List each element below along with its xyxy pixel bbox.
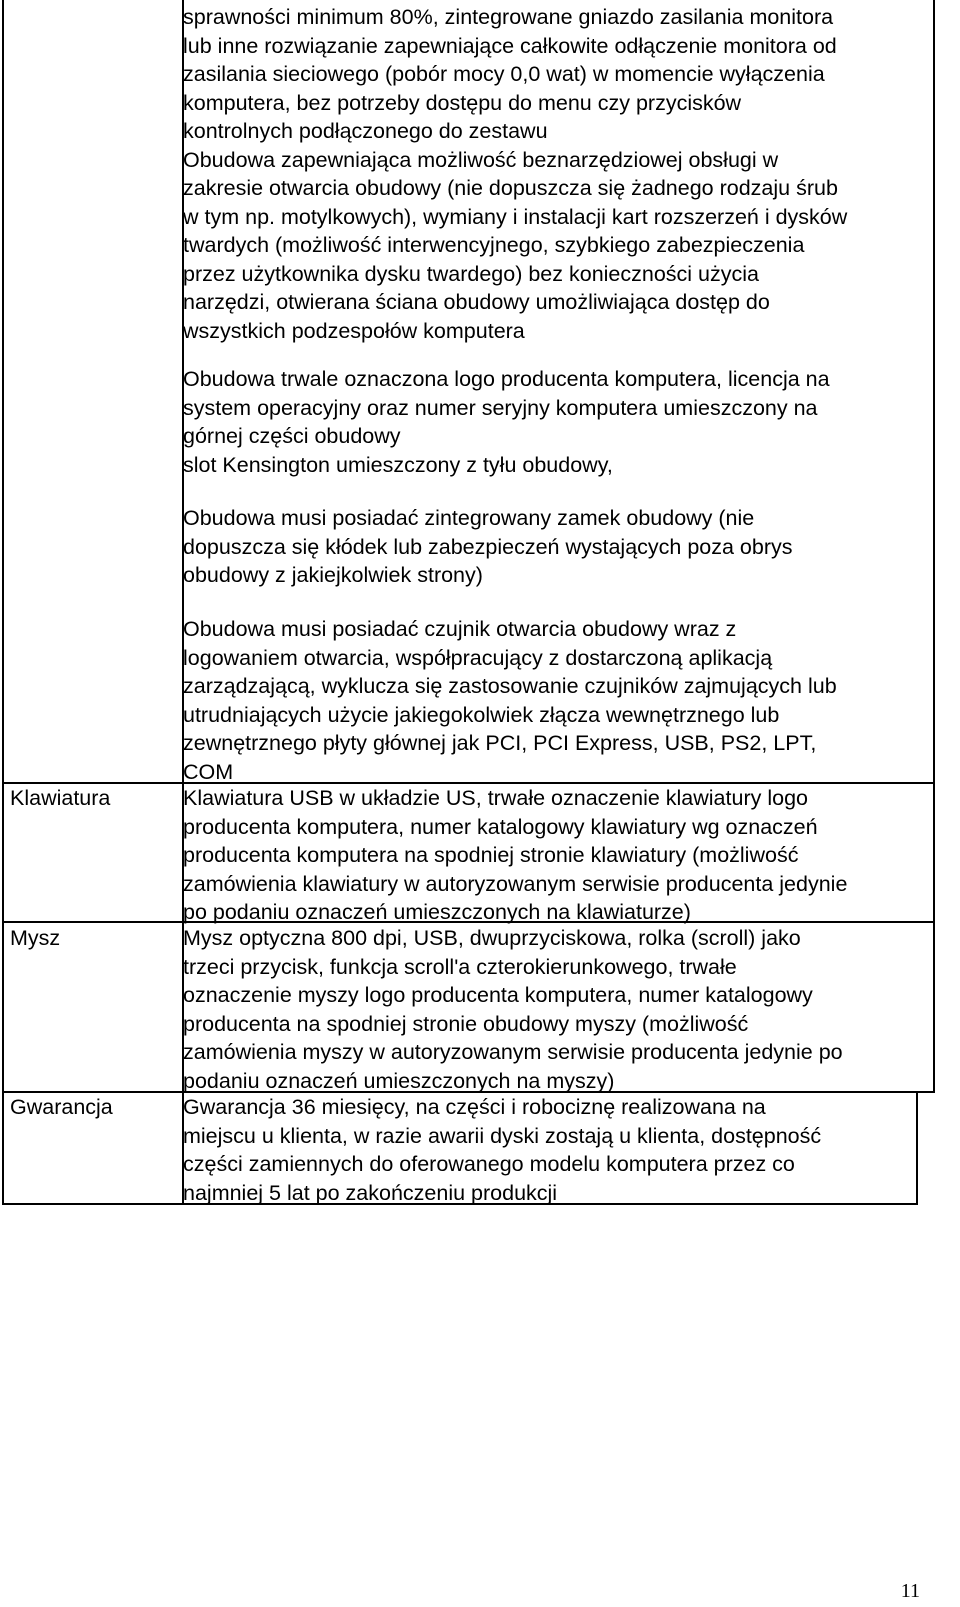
row-label-warranty: Gwarancja <box>10 1095 113 1119</box>
text-line: po podaniu oznaczeń umieszczonych na klawiaturze) <box>183 900 691 924</box>
page-number: 11 <box>900 1580 920 1602</box>
text-line: zakresie otwarcia obudowy (nie dopuszcza się żadnego rodzaju śrub <box>183 176 838 200</box>
text-line: zarządzającą, wyklucza się zastosowanie czujników zajmujących lub <box>183 674 837 698</box>
text-line: w tym np. motylkowych), wymiany i instalacji kart rozszerzeń i dysków <box>183 204 848 229</box>
text-line: Klawiatura USB w układzie US, trwałe oznaczenie klawiatury logo <box>183 786 808 810</box>
text-line: zewnętrznego płyty głównej jak PCI, PCI Express, USB, PS2, LPT, <box>183 731 817 755</box>
text-line: komputera, bez potrzeby dostępu do menu czy przycisków <box>183 90 742 115</box>
case-description-paragraph-3 <box>183 504 793 590</box>
text-line: logowaniem otwarcia, współpracujący z dostarczoną aplikacją <box>183 645 773 670</box>
text-line: zamówienia myszy w autoryzowanym serwisie producenta jedynie po <box>183 1040 843 1064</box>
text-line: trzeci przycisk, funkcja scroll'a czterokierunkowego, trwałe <box>183 954 737 979</box>
text-line: system operacyjny oraz numer seryjny komputera umieszczony na <box>183 395 818 420</box>
row-label-mouse: Mysz <box>10 926 61 950</box>
table-right-border-lower <box>916 1091 918 1205</box>
text-line: utrudniających użycie jakiegokolwiek złącza wewnętrznego lub <box>183 702 780 727</box>
text-line: Obudowa musi posiadać czujnik otwarcia obudowy wraz z <box>183 617 737 641</box>
text-line: Obudowa musi posiadać zintegrowany zamek obudowy (nie <box>183 506 755 530</box>
text-line: przez użytkownika dysku twardego) bez konieczności użycia <box>183 261 759 286</box>
text-line: producenta komputera na spodniej stronie klawiatury (możliwość <box>183 843 799 867</box>
text-line: wszystkich podzespołów komputera <box>183 318 525 343</box>
text-line: Gwarancja 36 miesięcy, na części i robociznę realizowana na <box>183 1095 766 1119</box>
text-line: narzędzi, otwierana ściana obudowy umożliwiająca dostęp do <box>183 290 770 314</box>
text-line: lub inne rozwiązanie zapewniające całkowite odłączenie monitora od <box>183 33 837 58</box>
mouse-description <box>183 924 843 1095</box>
case-description-paragraph-4 <box>183 615 837 786</box>
text-line: dopuszcza się kłódek lub zabezpieczeń wystających poza obrys <box>183 534 793 559</box>
text-line: sprawności minimum 80%, zintegrowane gniazdo zasilania monitora <box>183 5 834 29</box>
text-line: Mysz optyczna 800 dpi, USB, dwuprzyciskowa, rolka (scroll) jako <box>183 926 801 950</box>
case-description-paragraph-2 <box>183 365 830 479</box>
text-line: producenta na spodniej stronie obudowy myszy (możliwość <box>183 1011 749 1036</box>
text-line: obudowy z jakiejkolwiek strony) <box>183 563 483 587</box>
text-line: COM <box>183 759 234 784</box>
text-line: Obudowa trwale oznaczona logo producenta komputera, licencja na <box>183 367 830 391</box>
row-label-keyboard: Klawiatura <box>10 786 111 810</box>
text-line: Obudowa zapewniająca możliwość beznarzędziowej obsługi w <box>183 147 779 172</box>
text-line: najmniej 5 lat po zakończeniu produkcji <box>183 1180 558 1205</box>
text-line: zamówienia klawiatury w autoryzowanym serwisie producenta jedynie <box>183 871 848 896</box>
text-line: producenta komputera, numer katalogowy klawiatury wg oznaczeń <box>183 814 818 839</box>
keyboard-description <box>183 784 847 927</box>
text-line: górnej części obudowy <box>183 424 401 448</box>
case-description-paragraph-1 <box>183 3 847 345</box>
text-line: miejscu u klienta, w razie awarii dyski zostają u klienta, dostępność <box>183 1123 822 1148</box>
text-line: zasilania sieciowego (pobór mocy 0,0 wat) w momencie wyłączenia <box>183 62 825 86</box>
text-line: podaniu oznaczeń umieszczonych na myszy) <box>183 1068 615 1093</box>
text-line: twardych (możliwość interwencyjnego, szybkiego zabezpieczenia <box>183 233 805 257</box>
text-line: oznaczenie myszy logo producenta komputera, numer katalogowy <box>183 983 813 1007</box>
text-line: slot Kensington umieszczony z tyłu obudowy, <box>183 452 613 477</box>
warranty-description <box>183 1093 821 1207</box>
table-left-border <box>2 0 4 1205</box>
text-line: kontrolnych podłączonego do zestawu <box>183 119 548 143</box>
text-line: części zamiennych do oferowanego modelu komputera przez co <box>183 1152 795 1176</box>
table-right-border-upper <box>933 0 935 1093</box>
